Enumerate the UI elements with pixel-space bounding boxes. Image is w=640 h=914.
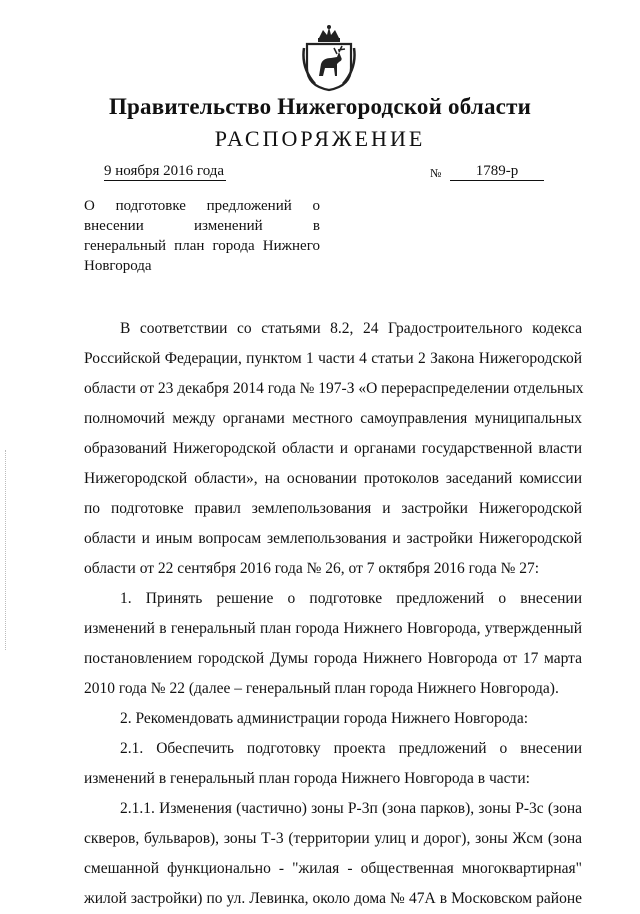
body-line: области и иным вопросам землепользования и застройки Нижегородской xyxy=(84,530,582,547)
coat-of-arms-emblem xyxy=(301,24,357,92)
document-body xyxy=(84,314,582,914)
body-line: скверов, бульваров), зоны Т-3 (территории улиц и дорог), зоны Жсм (зона xyxy=(84,830,582,847)
body-line: полномочий между органами местного самоуправления муниципальных xyxy=(84,410,582,427)
body-line: 2.1. Обеспечить подготовку проекта предложений о внесении xyxy=(120,740,582,757)
scan-edge-mark xyxy=(5,450,7,650)
body-line: 1. Принять решение о подготовке предложений о внесении xyxy=(120,590,582,607)
subject-line: О подготовке предложений о xyxy=(84,198,320,214)
body-line: постановлением городской Думы города Нижнего Новгорода от 17 марта xyxy=(84,650,582,667)
body-line: 2.1.1. Изменения (частично) зоны Р-3п (зона парков), зоны Р-3с (зона xyxy=(120,800,582,817)
subject-line: внесении изменений в xyxy=(84,218,320,234)
body-line: изменений в генеральный план города Нижнего Новгорода в части: xyxy=(84,770,530,787)
subject-line: генеральный план города Нижнего xyxy=(84,238,320,254)
body-line: области от 23 декабря 2014 года № 197-З «О перераспределении отдельных xyxy=(84,380,584,397)
body-line: жилой застройки) по ул. Левинка, около дома № 47А в Московском районе xyxy=(84,890,582,907)
body-line: изменений в генеральный план города Нижнего Новгорода, утвержденный xyxy=(84,620,582,637)
document-subject xyxy=(84,196,320,276)
body-line: Российской Федерации, пунктом 1 части 4 статьи 2 Закона Нижегородской xyxy=(84,350,582,367)
document-number: 1789-р xyxy=(450,162,544,181)
document-date: 9 ноября 2016 года xyxy=(104,163,225,179)
body-line: В соответствии со статьями 8.2, 24 Градостроительного кодекса xyxy=(120,320,582,337)
body-line: Нижегородской области», на основании протоколов заседаний комиссии xyxy=(84,470,582,487)
government-title: Правительство Нижегородской области xyxy=(108,94,532,119)
number-sign: № xyxy=(430,166,442,180)
body-line: 2. Рекомендовать администрации города Нижнего Новгорода: xyxy=(120,710,529,727)
body-line: 2010 года № 22 (далее – генеральный план города Нижнего Новгорода). xyxy=(84,680,559,697)
document-type: РАСПОРЯЖЕНИЕ xyxy=(214,126,426,151)
body-line: области от 22 сентября 2016 года № 26, от 7 октября 2016 года № 27: xyxy=(84,560,540,577)
subject-line: Новгорода xyxy=(84,258,152,274)
body-line: смешанной функционально - "жилая - общественная многоквартирная" xyxy=(84,860,582,877)
body-line: по подготовке правил землепользования и застройки Нижегородской xyxy=(84,500,582,517)
body-line: образований Нижегородской области и органами государственной власти xyxy=(84,440,582,457)
